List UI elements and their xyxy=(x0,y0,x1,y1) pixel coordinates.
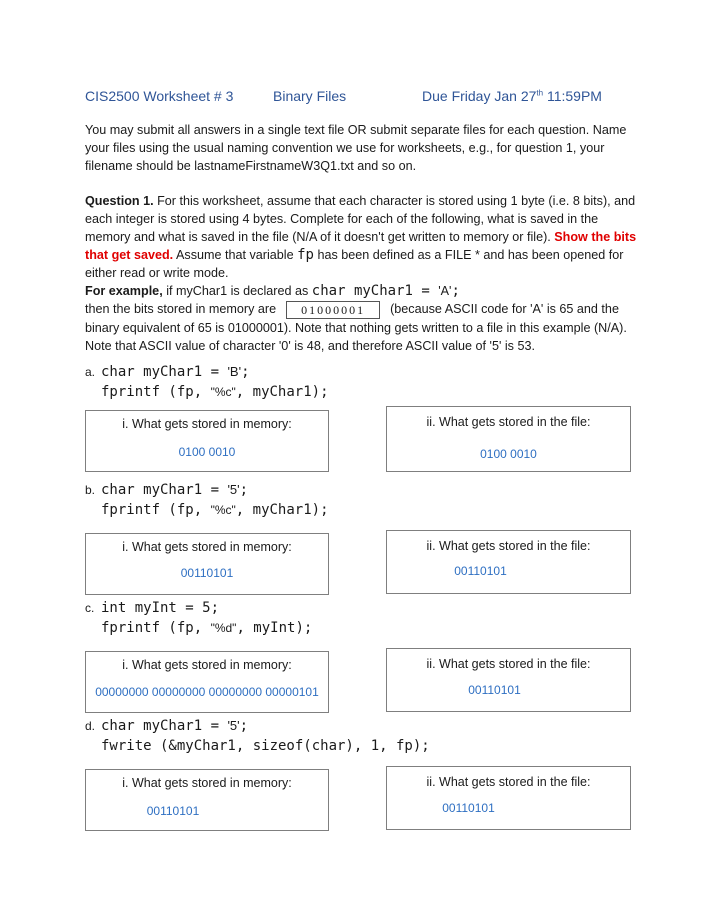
question-title: Question 1. xyxy=(85,194,154,208)
due-date: Due Friday Jan 27th 11:59PM xyxy=(422,88,602,104)
memory-answer-box[interactable]: i. What gets stored in memory: 00110101 xyxy=(85,769,329,831)
example-code: char myChar1 = xyxy=(311,283,439,299)
file-answer-box[interactable]: ii. What gets stored in the file: 00110101 xyxy=(386,648,631,712)
file-answer-box[interactable]: ii. What gets stored in the file: 0100 0010 xyxy=(386,406,631,472)
fp-code: fp xyxy=(297,247,314,263)
question-paragraph: Question 1. For this worksheet, assume that each character is stored using 1 byte (i.e. 8 bits), and each integer is stored using 4 bytes. Complete for each of the following, what is saved in the memory and what is saved in the file (N/A of it doesn't get written to memory or file). Show the bits that get saved. Assume that variable fp has been defined as a FILE * and has been opened for either read or write mode. For example, if myChar1 is declared as char myChar1 = 'A'; then the bits stored in memory are 01000001 (because ASCII code for 'A' is 65 and the binary equivalent of 65 is 01000001). Note that nothing gets written to a file in this example (N/A). Note that ASCII value of character '0' is 48, and therefore ASCII value of '5' is 53. xyxy=(85,194,637,353)
intro-paragraph: You may submit all answers in a single text file OR submit separate files for each question. Name your files using the usual naming convention we use for worksheets, e.g., for question 1, your filename should be lastnameFirstnameW3Q1.txt and so on. xyxy=(85,123,627,173)
example-label: For example, xyxy=(85,284,163,298)
course-title: CIS2500 Worksheet # 3 xyxy=(85,88,234,104)
file-answer: 0100 0010 xyxy=(480,447,537,461)
memory-answer-box[interactable]: i. What gets stored in memory: 00000000 00000000 00000000 00000101 xyxy=(85,651,329,713)
part-letter: a. xyxy=(85,365,96,379)
file-answer: 00110101 xyxy=(442,801,495,815)
show-bits-emphasis: Show the bits that get saved. xyxy=(85,230,637,262)
part-code: c. int myInt = 5; fprintf (fp, "%d", myInt); xyxy=(85,600,313,636)
part-code: b. char myChar1 = '5'; fprintf (fp, "%c", myChar1); xyxy=(85,482,329,518)
part-code: a. char myChar1 = 'B'; fprintf (fp, "%c", myChar1); xyxy=(85,364,329,400)
topic-title: Binary Files xyxy=(273,88,347,104)
example-bits-box: 01000001 xyxy=(286,301,380,319)
part-letter: d. xyxy=(85,719,96,733)
memory-answer: 0100 0010 xyxy=(178,445,236,459)
memory-answer: 00000000 00000000 00000000 00000101 xyxy=(95,685,319,699)
memory-answer: 00110101 xyxy=(146,804,200,818)
memory-answer-box[interactable]: i. What gets stored in memory: 0100 0010 xyxy=(85,410,329,472)
file-answer-box[interactable]: ii. What gets stored in the file: 00110101 xyxy=(386,766,631,830)
part-letter: c. xyxy=(85,601,95,615)
file-answer: 00110101 xyxy=(468,683,521,697)
memory-answer-box[interactable]: i. What gets stored in memory: 00110101 xyxy=(85,533,329,595)
part-letter: b. xyxy=(85,483,96,497)
memory-answer: 00110101 xyxy=(180,566,234,580)
file-answer-box[interactable]: ii. What gets stored in the file: 00110101 xyxy=(386,530,631,594)
file-answer: 00110101 xyxy=(454,564,507,578)
part-code: d. char myChar1 = '5'; fwrite (&myChar1, sizeof(char), 1, fp); xyxy=(85,718,430,754)
